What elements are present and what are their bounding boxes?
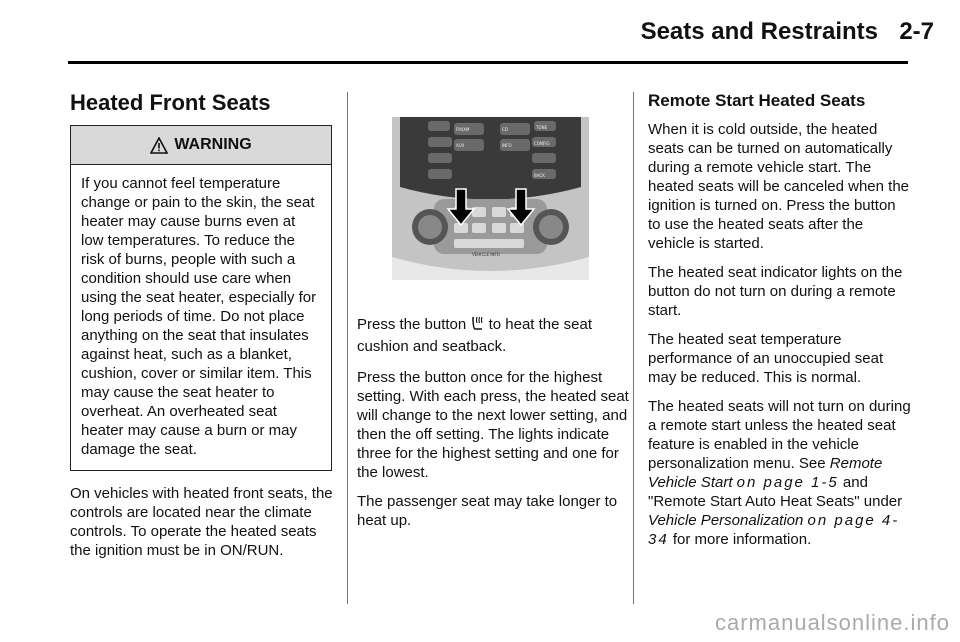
page-header-title: Seats and Restraints bbox=[640, 18, 878, 45]
warning-triangle-icon bbox=[150, 137, 168, 154]
panel-button-label: BACK bbox=[534, 173, 545, 178]
climate-control-photo bbox=[392, 117, 589, 280]
page-number: 2-7 bbox=[899, 18, 934, 45]
instruction-text-pre: Press the button bbox=[357, 316, 467, 333]
page-reference[interactable]: on page 4-34 bbox=[648, 512, 900, 548]
instruction-paragraph bbox=[357, 314, 629, 358]
watermark: carmanualsonline.info bbox=[714, 610, 950, 635]
panel-button-label: FM/XM bbox=[456, 127, 470, 132]
instruction-text-post: to heat the seat cushion and seatback. bbox=[357, 316, 592, 355]
panel-button-label: AUX bbox=[456, 143, 465, 148]
warning-label: WARNING bbox=[174, 136, 252, 153]
cross-reference-link[interactable]: Vehicle Personalization bbox=[648, 512, 804, 529]
body-paragraph: The heated seats will not turn on during a remote start unless the heated seat feature is enabled in the vehicle personalization menu. See Remote Vehicle Start on page 1-5 and "Remote Start Auto Heat Seats" under Vehicle Personalization on page 4-34 for more information. bbox=[648, 398, 911, 548]
warning-text: If you cannot feel temperature change or pain to the skin, the seat heater may cause burns even at low temperatures. To reduce the risk of burns, people with such a condition should use care when using the seat heater, especially for long periods of time. Do not place anything on the seat that insulates against heat, such as a blanket, cushion, cover or similar item. This may cause the seat heater to overheat. An overheated seat heater may cause a burn or may damage the seat. bbox=[81, 175, 317, 458]
cross-reference-link[interactable]: Remote Vehicle Start bbox=[648, 455, 883, 491]
body-paragraph: On vehicles with heated front seats, the controls are located near the climate controls. To operate the heated seats the ignition must be in ON/RUN. bbox=[70, 485, 333, 559]
warning-box bbox=[70, 125, 332, 471]
panel-button-label: CD bbox=[502, 127, 508, 132]
column-divider-right bbox=[633, 92, 634, 604]
heated-seat-icon bbox=[470, 315, 484, 331]
body-paragraph: The passenger seat may take longer to heat up. bbox=[357, 493, 618, 529]
body-paragraph: The heated seat temperature performance of an unoccupied seat may be reduced. This is normal. bbox=[648, 331, 884, 386]
page-reference[interactable]: on page 1-5 bbox=[736, 474, 839, 491]
panel-bottom-label: VEHICLE INFO bbox=[472, 252, 500, 257]
body-paragraph: Press the button once for the highest setting. With each press, the heated seat will change to the next lower setting, and then the off setting. The lights indicate three for the highest setting and one for the lowest. bbox=[357, 369, 629, 481]
panel-button-label: CONFIG bbox=[534, 141, 550, 146]
section-title: Heated Front Seats bbox=[70, 90, 271, 115]
column-divider-left bbox=[347, 92, 348, 604]
warning-header bbox=[71, 126, 331, 165]
panel-button-label: INFO bbox=[502, 143, 512, 148]
header-rule bbox=[68, 61, 908, 64]
body-paragraph: When it is cold outside, the heated seats can be turned on automatically during a remote vehicle start. The heated seats will be canceled when the ignition is turned on. Press the button to use the heated seats after the vehicle is started. bbox=[648, 121, 910, 252]
body-paragraph: The heated seat indicator lights on the button do not turn on during a remote start. bbox=[648, 264, 903, 319]
panel-button-label: TONE bbox=[536, 125, 548, 130]
subsection-title: Remote Start Heated Seats bbox=[648, 91, 866, 110]
